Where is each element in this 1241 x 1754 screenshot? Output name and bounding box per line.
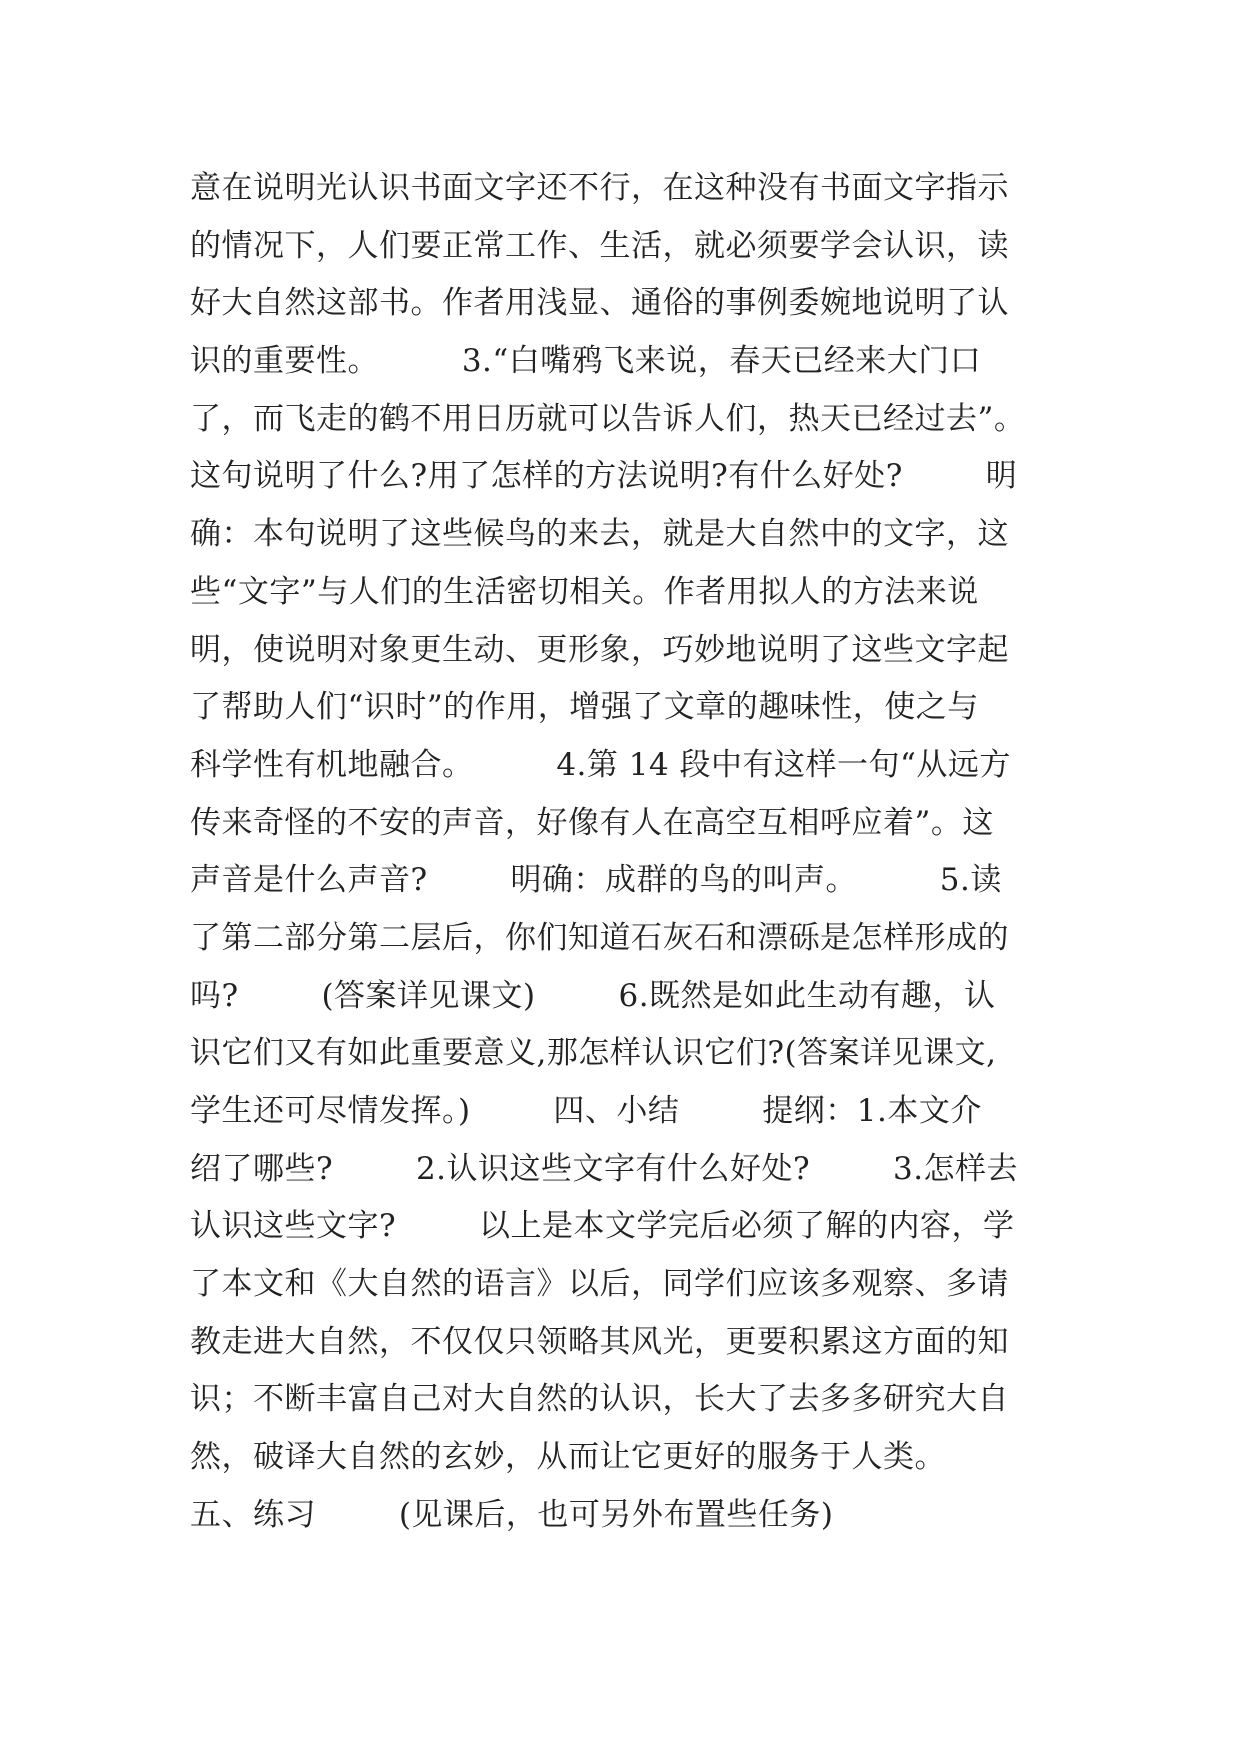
text-line: 了第二部分第二层后，你们知道石灰石和漂砾是怎样形成的 <box>190 919 1009 956</box>
text-line: 然，破译大自然的玄妙，从而让它更好的服务于人类。 <box>190 1439 946 1476</box>
text-line: 确：本句说明了这些候鸟的来去，就是大自然中的文字，这 <box>190 516 1009 553</box>
text-line: 识的重要性。 3.“白嘴鸦飞来说，春天已经来大门口 <box>190 343 982 380</box>
text-line: 意在说明光认识书面文字还不行，在这种没有书面文字指示 <box>190 170 1009 206</box>
text-line: 了，而飞走的鹤不用日历就可以告诉人们，热天已经过去”。 <box>190 400 1026 437</box>
text-line: 教走进大自然，不仅仅只领略其风光，更要积累这方面的知 <box>190 1323 1009 1360</box>
text-line: 这句说明了什么?用了怎样的方法说明?有什么好处? 明 <box>190 458 1018 495</box>
text-line: 声音是什么声音? 明确：成群的鸟的叫声。 5.读 <box>190 862 1002 899</box>
text-line: 五、练习 (见课后，也可另外布置些任务) <box>190 1496 834 1533</box>
text-line: 了本文和《大自然的语言》以后，同学们应该多观察、多请 <box>190 1266 1009 1303</box>
text-line: 好大自然这部书。作者用浅显、通俗的事例委婉地说明了认 <box>190 285 1009 322</box>
text-line: 吗? (答案详见课文) 6.既然是如此生动有趣，认 <box>190 977 996 1014</box>
text-line: 了帮助人们“识时”的作用，增强了文章的趣味性，使之与 <box>190 689 979 726</box>
text-line: 传来奇怪的不安的声音，好像有人在高空互相呼应着”。这 <box>190 804 994 841</box>
text-line: 的情况下，人们要正常工作、生活，就必须要学会认识，读 <box>190 227 1009 264</box>
text-line: 学生还可尽情发挥。) 四、小结 提纲：1.本文介 <box>190 1093 982 1129</box>
text-line: 绍了哪些? 2.认识这些文字有什么好处? 3.怎样去 <box>190 1150 1019 1187</box>
text-line: 识它们又有如此重要意义,那怎样认识它们?(答案详见课文, <box>190 1035 997 1072</box>
text-line: 认识这些文字? 以上是本文学完后必须了解的内容，学 <box>190 1208 1015 1245</box>
text-line: 明，使说明对象更生动、更形象，巧妙地说明了这些文字起 <box>190 631 1009 668</box>
body-text <box>190 160 1090 1545</box>
text-line: 识；不断丰富自己对大自然的认识，长大了去多多研究大自 <box>190 1381 1009 1418</box>
text-line: 些“文字”与人们的生活密切相关。作者用拟人的方法来说 <box>190 573 979 610</box>
text-line: 科学性有机地融合。 4.第 14 段中有这样一句“从远方 <box>190 746 1011 783</box>
